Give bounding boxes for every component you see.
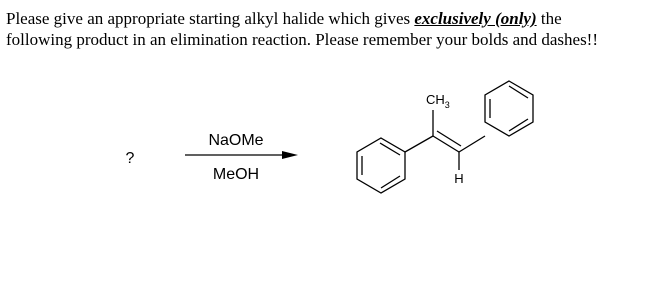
- solvent-label: MeOH: [212, 166, 260, 183]
- ring-to-alkene-bond: [405, 136, 433, 152]
- product-structure: [357, 81, 533, 193]
- alkene-to-ring-bond: [459, 136, 485, 152]
- question-emphasis: exclusively (only): [414, 9, 537, 28]
- left-phenyl-ring: [357, 138, 405, 193]
- hydrogen-label: H: [454, 171, 464, 186]
- reagent-label: NaOMe: [208, 132, 264, 149]
- question-line-2: following product in an elimination reaction. Please remember your bolds and dashes!!: [6, 30, 599, 49]
- question-line-1-start: Please give an appropriate starting alkyl halide which gives: [6, 9, 415, 28]
- methyl-label: $CH_3$: [426, 92, 450, 110]
- alkene-second-bond: [437, 131, 461, 146]
- starting-material-unknown: ?: [125, 150, 135, 167]
- right-phenyl-ring: [485, 81, 533, 136]
- question-line-1-end: the: [536, 9, 562, 28]
- reaction-arrow: [185, 151, 298, 159]
- alkene-bond: [433, 136, 459, 152]
